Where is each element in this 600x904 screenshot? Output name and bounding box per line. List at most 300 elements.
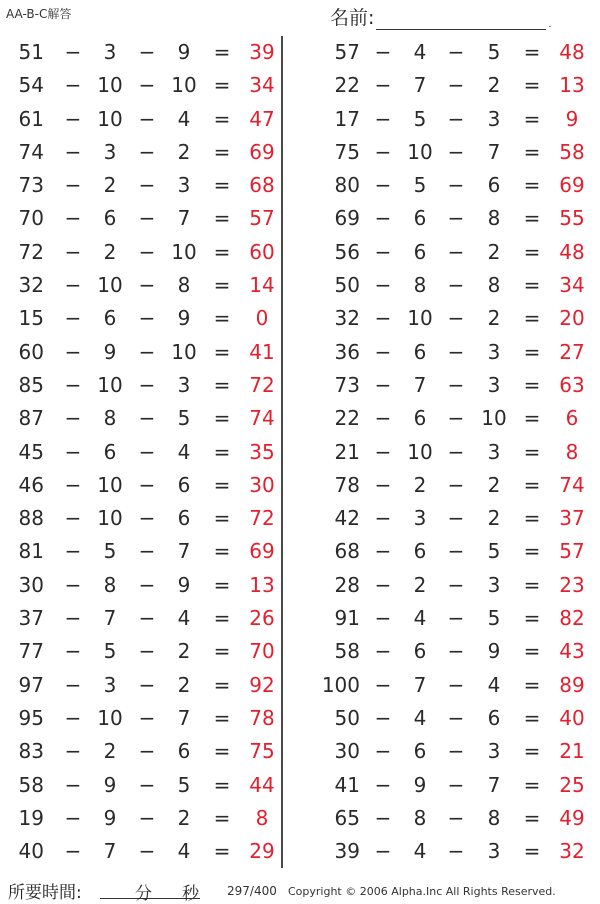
minus-sign: − (138, 206, 156, 231)
minutes-label: 分 (135, 884, 152, 904)
minus-sign: − (447, 273, 465, 298)
minus-sign: − (64, 372, 82, 397)
subtrahend-1: 6 (413, 739, 427, 764)
minuend: 72 (18, 239, 44, 264)
minus-sign: − (447, 372, 465, 397)
subtrahend-1: 4 (413, 606, 427, 631)
problem-row (310, 103, 600, 136)
subtrahend-2: 4 (177, 839, 191, 864)
minus-sign: − (64, 705, 82, 730)
minus-sign: − (447, 239, 465, 264)
minuend: 19 (18, 805, 44, 830)
minus-sign: − (64, 772, 82, 797)
minus-sign: − (138, 106, 156, 131)
minus-sign: − (64, 306, 82, 331)
problem-row (310, 835, 600, 868)
minus-sign: − (64, 506, 82, 531)
minuend: 73 (334, 372, 360, 397)
minus-sign: − (64, 606, 82, 631)
equals-sign: = (213, 173, 231, 198)
subtrahend-2: 8 (487, 206, 501, 231)
answer: 74 (559, 472, 585, 497)
problem-row (310, 69, 600, 102)
answer: 8 (565, 439, 579, 464)
subtrahend-2: 5 (487, 40, 501, 64)
minus-sign: − (64, 40, 82, 64)
equals-sign: = (213, 439, 231, 464)
equals-sign: = (213, 106, 231, 131)
problem-row (0, 169, 290, 202)
subtrahend-1: 7 (413, 672, 427, 697)
minus-sign: − (374, 539, 392, 564)
minus-sign: − (374, 705, 392, 730)
minuend: 30 (334, 739, 360, 764)
minus-sign: − (138, 439, 156, 464)
subtrahend-2: 3 (177, 173, 191, 198)
answer: 13 (559, 73, 585, 98)
minuend: 22 (334, 73, 360, 98)
subtrahend-2: 2 (487, 472, 501, 497)
problem-row (310, 169, 600, 202)
subtrahend-2: 6 (487, 173, 501, 198)
answer: 20 (559, 306, 585, 331)
answer: 6 (565, 406, 579, 431)
worksheet-title: AA-B-C解答 (6, 7, 72, 21)
subtrahend-1: 10 (97, 73, 123, 98)
subtrahend-1: 6 (413, 339, 427, 364)
equals-sign: = (523, 139, 541, 164)
equals-sign: = (213, 739, 231, 764)
minuend: 15 (18, 306, 44, 331)
subtrahend-1: 10 (97, 273, 123, 298)
equals-sign: = (213, 406, 231, 431)
equals-sign: = (523, 106, 541, 131)
equals-sign: = (213, 506, 231, 531)
subtrahend-1: 10 (407, 439, 433, 464)
minus-sign: − (64, 805, 82, 830)
minuend: 32 (18, 273, 44, 298)
subtrahend-1: 4 (413, 40, 427, 64)
problem-row (0, 136, 290, 169)
minuend: 21 (334, 439, 360, 464)
equals-sign: = (213, 206, 231, 231)
subtrahend-2: 2 (487, 239, 501, 264)
subtrahend-2: 9 (177, 40, 191, 64)
answer: 43 (559, 639, 585, 664)
answer: 70 (249, 639, 275, 664)
subtrahend-2: 10 (171, 73, 197, 98)
subtrahend-2: 6 (177, 739, 191, 764)
minus-sign: − (374, 239, 392, 264)
subtrahend-2: 3 (487, 739, 501, 764)
minus-sign: − (447, 539, 465, 564)
minus-sign: − (447, 73, 465, 98)
equals-sign: = (523, 805, 541, 830)
subtrahend-2: 4 (177, 606, 191, 631)
equals-sign: = (523, 40, 541, 64)
minus-sign: − (447, 705, 465, 730)
minus-sign: − (64, 672, 82, 697)
answer: 72 (249, 506, 275, 531)
subtrahend-2: 9 (487, 639, 501, 664)
equals-sign: = (523, 606, 541, 631)
minus-sign: − (138, 173, 156, 198)
problem-row (0, 236, 290, 269)
equals-sign: = (523, 406, 541, 431)
subtrahend-1: 2 (413, 472, 427, 497)
answer: 63 (559, 372, 585, 397)
minus-sign: − (447, 572, 465, 597)
problem-row (0, 535, 290, 568)
answer: 37 (559, 506, 585, 531)
minus-sign: − (138, 539, 156, 564)
minus-sign: − (374, 372, 392, 397)
problem-row (0, 702, 290, 735)
subtrahend-2: 10 (171, 339, 197, 364)
minus-sign: − (447, 139, 465, 164)
subtrahend-1: 2 (413, 572, 427, 597)
subtrahend-1: 3 (103, 139, 117, 164)
subtrahend-2: 3 (487, 572, 501, 597)
answer: 78 (249, 705, 275, 730)
problem-row (310, 469, 600, 502)
subtrahend-1: 2 (103, 239, 117, 264)
answer: 32 (559, 839, 585, 864)
subtrahend-1: 9 (103, 772, 117, 797)
equals-sign: = (213, 672, 231, 697)
minuend: 100 (321, 672, 360, 697)
problem-row (310, 502, 600, 535)
minus-sign: − (374, 306, 392, 331)
subtrahend-2: 2 (177, 639, 191, 664)
subtrahend-2: 9 (177, 306, 191, 331)
minus-sign: − (374, 572, 392, 597)
minus-sign: − (447, 40, 465, 64)
minus-sign: − (64, 139, 82, 164)
page-number: 297/400 (227, 884, 277, 898)
minus-sign: − (138, 606, 156, 631)
subtrahend-2: 10 (481, 406, 507, 431)
minuend: 46 (18, 472, 44, 497)
subtrahend-1: 6 (103, 439, 117, 464)
subtrahend-1: 4 (413, 839, 427, 864)
minuend: 58 (18, 772, 44, 797)
minuend: 40 (18, 839, 44, 864)
equals-sign: = (213, 273, 231, 298)
equals-sign: = (523, 306, 541, 331)
problem-row (310, 336, 600, 369)
minus-sign: − (447, 805, 465, 830)
subtrahend-2: 3 (177, 372, 191, 397)
answer: 58 (559, 139, 585, 164)
answer: 40 (559, 705, 585, 730)
minus-sign: − (374, 273, 392, 298)
answer: 48 (559, 40, 585, 64)
minus-sign: − (447, 339, 465, 364)
minus-sign: − (374, 739, 392, 764)
problem-row (0, 36, 290, 69)
minus-sign: − (64, 839, 82, 864)
minus-sign: − (374, 805, 392, 830)
minus-sign: − (447, 606, 465, 631)
problem-row (310, 635, 600, 668)
equals-sign: = (523, 705, 541, 730)
answer: 55 (559, 206, 585, 231)
equals-sign: = (213, 839, 231, 864)
minuend: 73 (18, 173, 44, 198)
minus-sign: − (374, 672, 392, 697)
minuend: 83 (18, 739, 44, 764)
problem-row (0, 569, 290, 602)
answer: 69 (249, 539, 275, 564)
time-label: 所要時間: (8, 883, 82, 903)
problem-row (0, 302, 290, 335)
subtrahend-2: 7 (177, 539, 191, 564)
minus-sign: − (64, 639, 82, 664)
subtrahend-2: 3 (487, 439, 501, 464)
minuend: 68 (334, 539, 360, 564)
subtrahend-1: 6 (413, 206, 427, 231)
problem-row (0, 436, 290, 469)
minuend: 54 (18, 73, 44, 98)
answer: 92 (249, 672, 275, 697)
answer: 25 (559, 772, 585, 797)
minus-sign: − (374, 206, 392, 231)
answer: 23 (559, 572, 585, 597)
name-field (330, 3, 552, 30)
answer: 69 (249, 139, 275, 164)
problem-row (310, 202, 600, 235)
equals-sign: = (213, 772, 231, 797)
subtrahend-1: 8 (103, 406, 117, 431)
equals-sign: = (213, 139, 231, 164)
subtrahend-1: 9 (103, 339, 117, 364)
subtrahend-2: 2 (487, 73, 501, 98)
subtrahend-2: 2 (487, 306, 501, 331)
problem-row (0, 69, 290, 102)
problem-row (0, 469, 290, 502)
subtrahend-1: 3 (103, 40, 117, 64)
subtrahend-2: 2 (177, 139, 191, 164)
subtrahend-1: 7 (103, 606, 117, 631)
minuend: 50 (334, 273, 360, 298)
answer: 8 (255, 805, 269, 830)
answer: 60 (249, 239, 275, 264)
subtrahend-1: 6 (103, 306, 117, 331)
equals-sign: = (523, 739, 541, 764)
answer: 89 (559, 672, 585, 697)
equals-sign: = (523, 472, 541, 497)
answer: 14 (249, 273, 275, 298)
minuend: 69 (334, 206, 360, 231)
minuend: 30 (18, 572, 44, 597)
subtrahend-1: 6 (103, 206, 117, 231)
problem-row (0, 602, 290, 635)
subtrahend-2: 3 (487, 106, 501, 131)
minus-sign: − (447, 672, 465, 697)
equals-sign: = (213, 339, 231, 364)
answer: 82 (559, 606, 585, 631)
minus-sign: − (374, 639, 392, 664)
minuend: 50 (334, 705, 360, 730)
minus-sign: − (138, 306, 156, 331)
minus-sign: − (64, 206, 82, 231)
minuend: 57 (334, 40, 360, 64)
minuend: 36 (334, 339, 360, 364)
equals-sign: = (213, 539, 231, 564)
subtrahend-1: 10 (97, 472, 123, 497)
equals-sign: = (523, 206, 541, 231)
problem-row (0, 402, 290, 435)
answer: 30 (249, 472, 275, 497)
answer: 72 (249, 372, 275, 397)
subtrahend-2: 5 (177, 772, 191, 797)
subtrahend-2: 8 (177, 273, 191, 298)
equals-sign: = (523, 772, 541, 797)
subtrahend-2: 4 (177, 106, 191, 131)
problem-row (310, 36, 600, 69)
subtrahend-2: 2 (487, 506, 501, 531)
minus-sign: − (64, 239, 82, 264)
problem-row (310, 369, 600, 402)
minus-sign: − (138, 639, 156, 664)
equals-sign: = (213, 705, 231, 730)
subtrahend-1: 5 (413, 106, 427, 131)
minus-sign: − (138, 73, 156, 98)
subtrahend-2: 6 (177, 472, 191, 497)
answer: 69 (559, 173, 585, 198)
answer: 35 (249, 439, 275, 464)
answer: 34 (559, 273, 585, 298)
minus-sign: − (374, 439, 392, 464)
problem-row (0, 336, 290, 369)
minus-sign: − (64, 472, 82, 497)
minuend: 17 (334, 106, 360, 131)
subtrahend-1: 10 (407, 306, 433, 331)
minuend: 70 (18, 206, 44, 231)
minus-sign: − (374, 772, 392, 797)
answer: 34 (249, 73, 275, 98)
equals-sign: = (213, 40, 231, 64)
equals-sign: = (523, 572, 541, 597)
subtrahend-1: 10 (97, 705, 123, 730)
minuend: 37 (18, 606, 44, 631)
problem-row (310, 702, 600, 735)
minus-sign: − (138, 339, 156, 364)
answer: 41 (249, 339, 275, 364)
subtrahend-1: 8 (413, 805, 427, 830)
minuend: 28 (334, 572, 360, 597)
problem-row (310, 269, 600, 302)
subtrahend-2: 9 (177, 572, 191, 597)
subtrahend-1: 7 (413, 73, 427, 98)
minus-sign: − (447, 173, 465, 198)
minus-sign: − (447, 306, 465, 331)
minus-sign: − (138, 472, 156, 497)
equals-sign: = (213, 606, 231, 631)
minus-sign: − (64, 73, 82, 98)
equals-sign: = (523, 539, 541, 564)
problem-row (0, 103, 290, 136)
equals-sign: = (523, 839, 541, 864)
subtrahend-2: 7 (177, 705, 191, 730)
subtrahend-2: 4 (487, 672, 501, 697)
answer: 21 (559, 739, 585, 764)
equals-sign: = (213, 239, 231, 264)
equals-sign: = (523, 73, 541, 98)
minus-sign: − (374, 173, 392, 198)
answer: 57 (559, 539, 585, 564)
answer: 49 (559, 805, 585, 830)
problem-row (0, 735, 290, 768)
minus-sign: − (64, 572, 82, 597)
answer: 57 (249, 206, 275, 231)
subtrahend-2: 6 (177, 506, 191, 531)
minus-sign: − (138, 805, 156, 830)
minus-sign: − (138, 406, 156, 431)
subtrahend-1: 7 (413, 372, 427, 397)
problem-row (310, 735, 600, 768)
equals-sign: = (523, 506, 541, 531)
subtrahend-2: 7 (487, 772, 501, 797)
subtrahend-1: 10 (97, 106, 123, 131)
minus-sign: − (138, 506, 156, 531)
equals-sign: = (213, 639, 231, 664)
minus-sign: − (447, 639, 465, 664)
minus-sign: − (447, 472, 465, 497)
copyright: Copyright © 2006 Alpha.Inc All Rights Reserved. (288, 885, 556, 898)
answer: 47 (249, 106, 275, 131)
minus-sign: − (374, 506, 392, 531)
minus-sign: − (374, 40, 392, 64)
subtrahend-2: 5 (487, 539, 501, 564)
minus-sign: − (374, 606, 392, 631)
subtrahend-1: 8 (413, 273, 427, 298)
minus-sign: − (374, 139, 392, 164)
equals-sign: = (523, 273, 541, 298)
subtrahend-1: 10 (407, 139, 433, 164)
minus-sign: − (138, 372, 156, 397)
minus-sign: − (64, 173, 82, 198)
equals-sign: = (523, 339, 541, 364)
subtrahend-1: 9 (413, 772, 427, 797)
subtrahend-2: 5 (487, 606, 501, 631)
equals-sign: = (213, 306, 231, 331)
answer: 26 (249, 606, 275, 631)
minus-sign: − (138, 772, 156, 797)
minus-sign: − (64, 339, 82, 364)
minuend: 32 (334, 306, 360, 331)
problem-row (310, 569, 600, 602)
minus-sign: − (374, 406, 392, 431)
minus-sign: − (447, 506, 465, 531)
minus-sign: − (374, 839, 392, 864)
minuend: 56 (334, 239, 360, 264)
minuend: 78 (334, 472, 360, 497)
answer: 39 (249, 40, 275, 64)
minuend: 74 (18, 139, 44, 164)
minus-sign: − (374, 339, 392, 364)
minuend: 45 (18, 439, 44, 464)
subtrahend-2: 3 (487, 339, 501, 364)
minus-sign: − (447, 106, 465, 131)
equals-sign: = (523, 372, 541, 397)
minus-sign: − (447, 739, 465, 764)
subtrahend-2: 7 (487, 139, 501, 164)
minus-sign: − (447, 439, 465, 464)
equals-sign: = (213, 372, 231, 397)
subtrahend-2: 2 (177, 805, 191, 830)
